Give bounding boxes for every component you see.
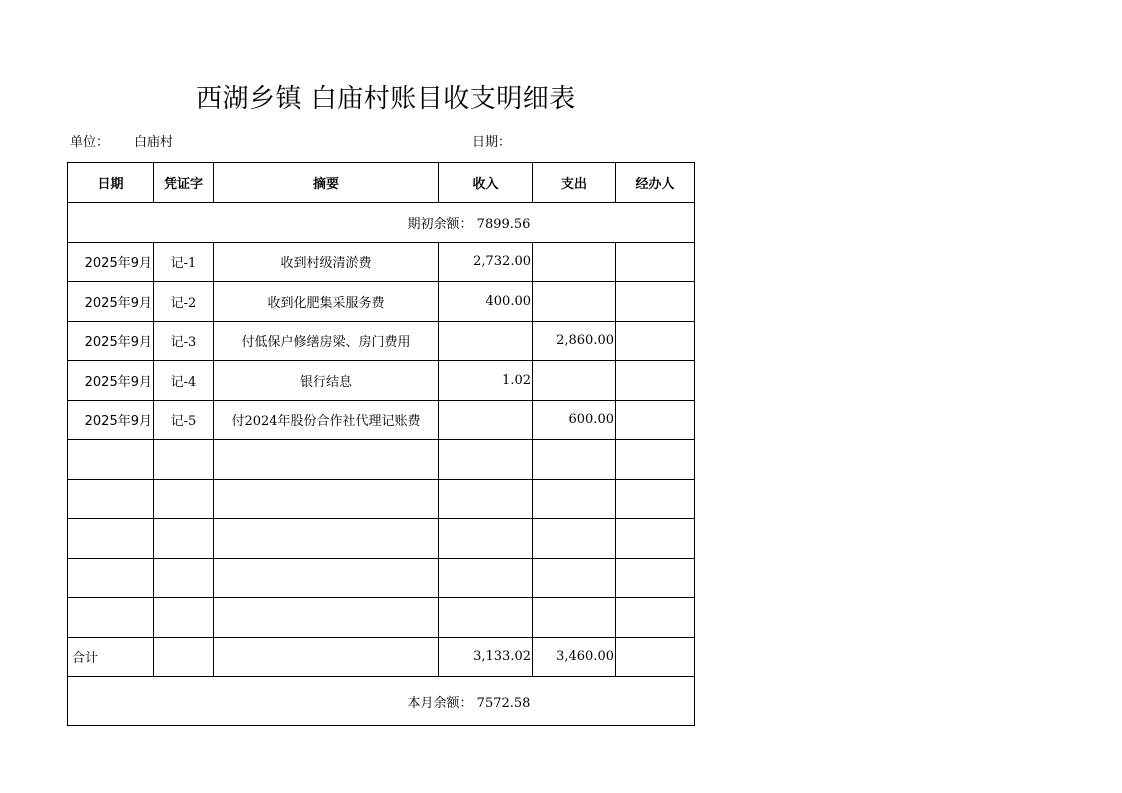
row-voucher: 记-4 [154,361,214,401]
row-voucher: 记-1 [154,242,214,282]
row-handler [616,321,695,361]
header-date: 日期 [68,163,154,203]
empty-cell [616,598,695,638]
empty-cell [533,519,616,559]
header-income: 收入 [439,163,533,203]
row-expense [533,242,616,282]
row-summary: 付2024年股份合作社代理记账费 [214,400,439,440]
header-expense: 支出 [533,163,616,203]
header-row [68,163,695,203]
empty-cell [533,440,616,480]
empty-cell [616,440,695,480]
row-date: 2025年9月 [68,400,154,440]
row-handler [616,282,695,322]
empty-cell [439,479,533,519]
row-voucher: 记-2 [154,282,214,322]
table-row [68,282,695,322]
table-row [68,361,695,401]
table-row [68,321,695,361]
empty-cell [154,598,214,638]
row-date: 2025年9月 [68,321,154,361]
row-summary: 银行结息 [214,361,439,401]
empty-cell [214,440,439,480]
empty-row [68,598,695,638]
empty-cell [214,598,439,638]
unit-value: 白庙村 [134,135,174,150]
total-handler [616,637,695,677]
row-summary: 收到化肥集采服务费 [214,282,439,322]
row-expense: 600.00 [533,400,616,440]
row-date: 2025年9月 [68,361,154,401]
row-date: 2025年9月 [68,282,154,322]
empty-cell [439,598,533,638]
total-expense: 3,460.00 [533,637,616,677]
empty-cell [68,519,154,559]
row-handler [616,400,695,440]
empty-cell [533,598,616,638]
empty-cell [214,558,439,598]
empty-cell [616,558,695,598]
row-income [439,400,533,440]
row-summary: 付低保户修缮房梁、房门费用 [214,321,439,361]
empty-cell [68,598,154,638]
empty-row [68,558,695,598]
opening-balance: 期初余额： 7899.56 [68,203,695,243]
header-summary: 摘要 [214,163,439,203]
row-expense: 2,860.00 [533,321,616,361]
empty-cell [439,440,533,480]
empty-cell [533,558,616,598]
total-row [68,637,695,677]
header-handler: 经办人 [616,163,695,203]
row-income: 400.00 [439,282,533,322]
closing-balance-row [68,677,695,726]
empty-cell [533,479,616,519]
header-voucher: 凭证字 [154,163,214,203]
empty-cell [68,440,154,480]
total-summary [214,637,439,677]
empty-cell [616,519,695,559]
total-label: 合计 [68,637,154,677]
row-voucher: 记-3 [154,321,214,361]
row-summary: 收到村级清淤费 [214,242,439,282]
opening-balance-row [68,203,695,243]
row-income: 1.02 [439,361,533,401]
empty-cell [616,479,695,519]
empty-cell [439,558,533,598]
empty-cell [214,519,439,559]
closing-balance: 本月余额： 7572.58 [68,677,695,726]
date-label: 日期： [472,135,512,150]
row-income [439,321,533,361]
row-expense [533,361,616,401]
empty-cell [439,519,533,559]
empty-cell [214,479,439,519]
row-income: 2,732.00 [439,242,533,282]
empty-cell [154,519,214,559]
page-title: 西湖乡镇 白庙村账目收支明细表 [196,84,576,114]
empty-cell [154,479,214,519]
row-expense [533,282,616,322]
empty-cell [68,558,154,598]
table-row [68,400,695,440]
total-income: 3,133.02 [439,637,533,677]
empty-row [68,519,695,559]
row-handler [616,361,695,401]
row-voucher: 记-5 [154,400,214,440]
total-voucher [154,637,214,677]
row-date: 2025年9月 [68,242,154,282]
empty-cell [154,558,214,598]
table-row [68,242,695,282]
unit-label: 单位： [70,135,110,150]
empty-cell [154,440,214,480]
ledger-table [67,162,695,726]
empty-row [68,440,695,480]
empty-row [68,479,695,519]
row-handler [616,242,695,282]
empty-cell [68,479,154,519]
